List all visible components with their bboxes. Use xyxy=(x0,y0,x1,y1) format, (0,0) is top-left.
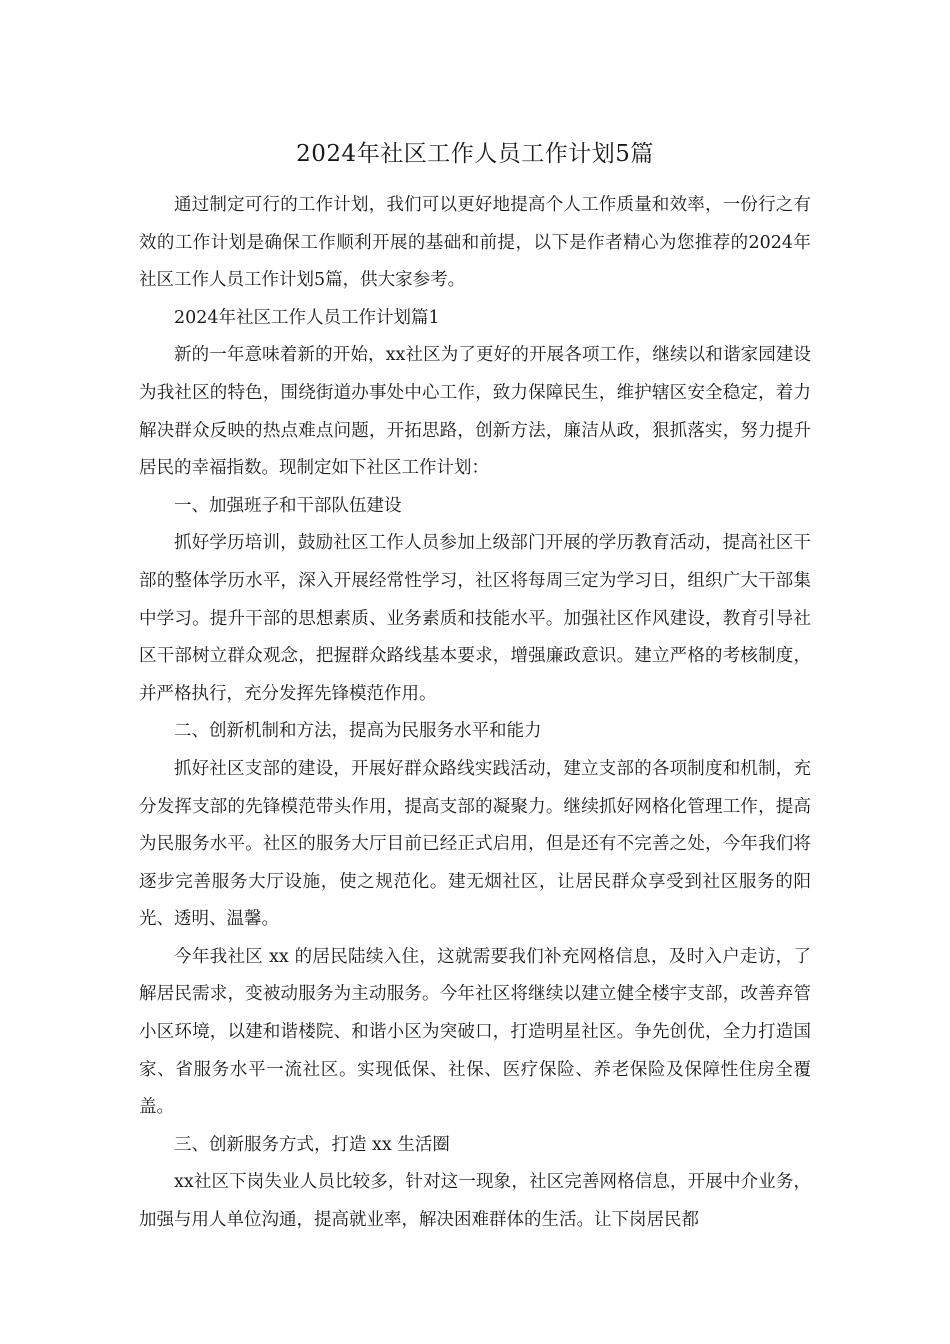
document-body xyxy=(139,187,811,1240)
heading-3: 三、创新服务方式，打造 xx 生活圈 xyxy=(174,1134,450,1155)
section-title: 2024年社区工作人员工作计划篇1 xyxy=(174,307,440,328)
paragraph-1: 抓好学历培训，鼓励社区工作人员参加上级部门开展的学历教育活动，提高社区干部的整体学历水平，深入开展经常性学习，社区将每周三定为学习日，组织广大干部集中学习。提升干部的思想素质、业务素质和技能水平。加强社区作风建设，教育引导社区干部树立群众观念，把握群众路线基本要求，增强廉政意识。建立严格的考核制度，并严格执行，充分发挥先锋模范作用。 xyxy=(139,533,811,704)
heading-2: 二、创新机制和方法，提高为民服务水平和能力 xyxy=(174,721,542,742)
opening-paragraph: 新的一年意味着新的开始，xx社区为了更好的开展各项工作，继续以和谐家园建设为我社区的特色，围绕街道办事处中心工作，致力保障民生，维护辖区安全稳定，着力解决群众反映的热点难点问题，开拓思路，创新方法，廉洁从政，狠抓落实，努力提升居民的幸福指数。现制定如下社区工作计划： xyxy=(139,345,811,479)
paragraph-3: xx社区下岗失业人员比较多，针对这一现象，社区完善网格信息，开展中介业务，加强与用人单位沟通，提高就业率，解决困难群体的生活。让下岗居民都 xyxy=(139,1172,811,1231)
document-title: 2024年社区工作人员工作计划5篇 xyxy=(296,141,654,167)
paragraph-2b: 今年我社区 xx 的居民陆续入住，这就需要我们补充网格信息，及时入户走访，了解居民需求，变被动服务为主动服务。今年社区将继续以建立健全楼宇支部，改善弃管小区环境，以建和谐楼院、和谐小区为突破口，打造明星社区。争先创优，全力打造国家、省服务水平一流社区。实现低保、社保、医疗保险、养老保险及保障性住房全覆盖。 xyxy=(139,946,811,1118)
intro-paragraph: 通过制定可行的工作计划，我们可以更好地提高个人工作质量和效率，一份行之有效的工作计划是确保工作顺利开展的基础和前提，以下是作者精心为您推荐的2024年社区工作人员工作计划5篇，供大家参考。 xyxy=(139,195,811,291)
heading-1: 一、加强班子和干部队伍建设 xyxy=(174,495,402,516)
paragraph-2a: 抓好社区支部的建设，开展好群众路线实践活动，建立支部的各项制度和机制，充分发挥支部的先锋模范带头作用，提高支部的凝聚力。继续抓好网格化管理工作，提高为民服务水平。社区的服务大厅目前已经正式启用，但是还有不完善之处，今年我们将逐步完善服务大厅设施，使之规范化。建无烟社区，让居民群众享受到社区服务的阳光、透明、温馨。 xyxy=(139,758,811,930)
